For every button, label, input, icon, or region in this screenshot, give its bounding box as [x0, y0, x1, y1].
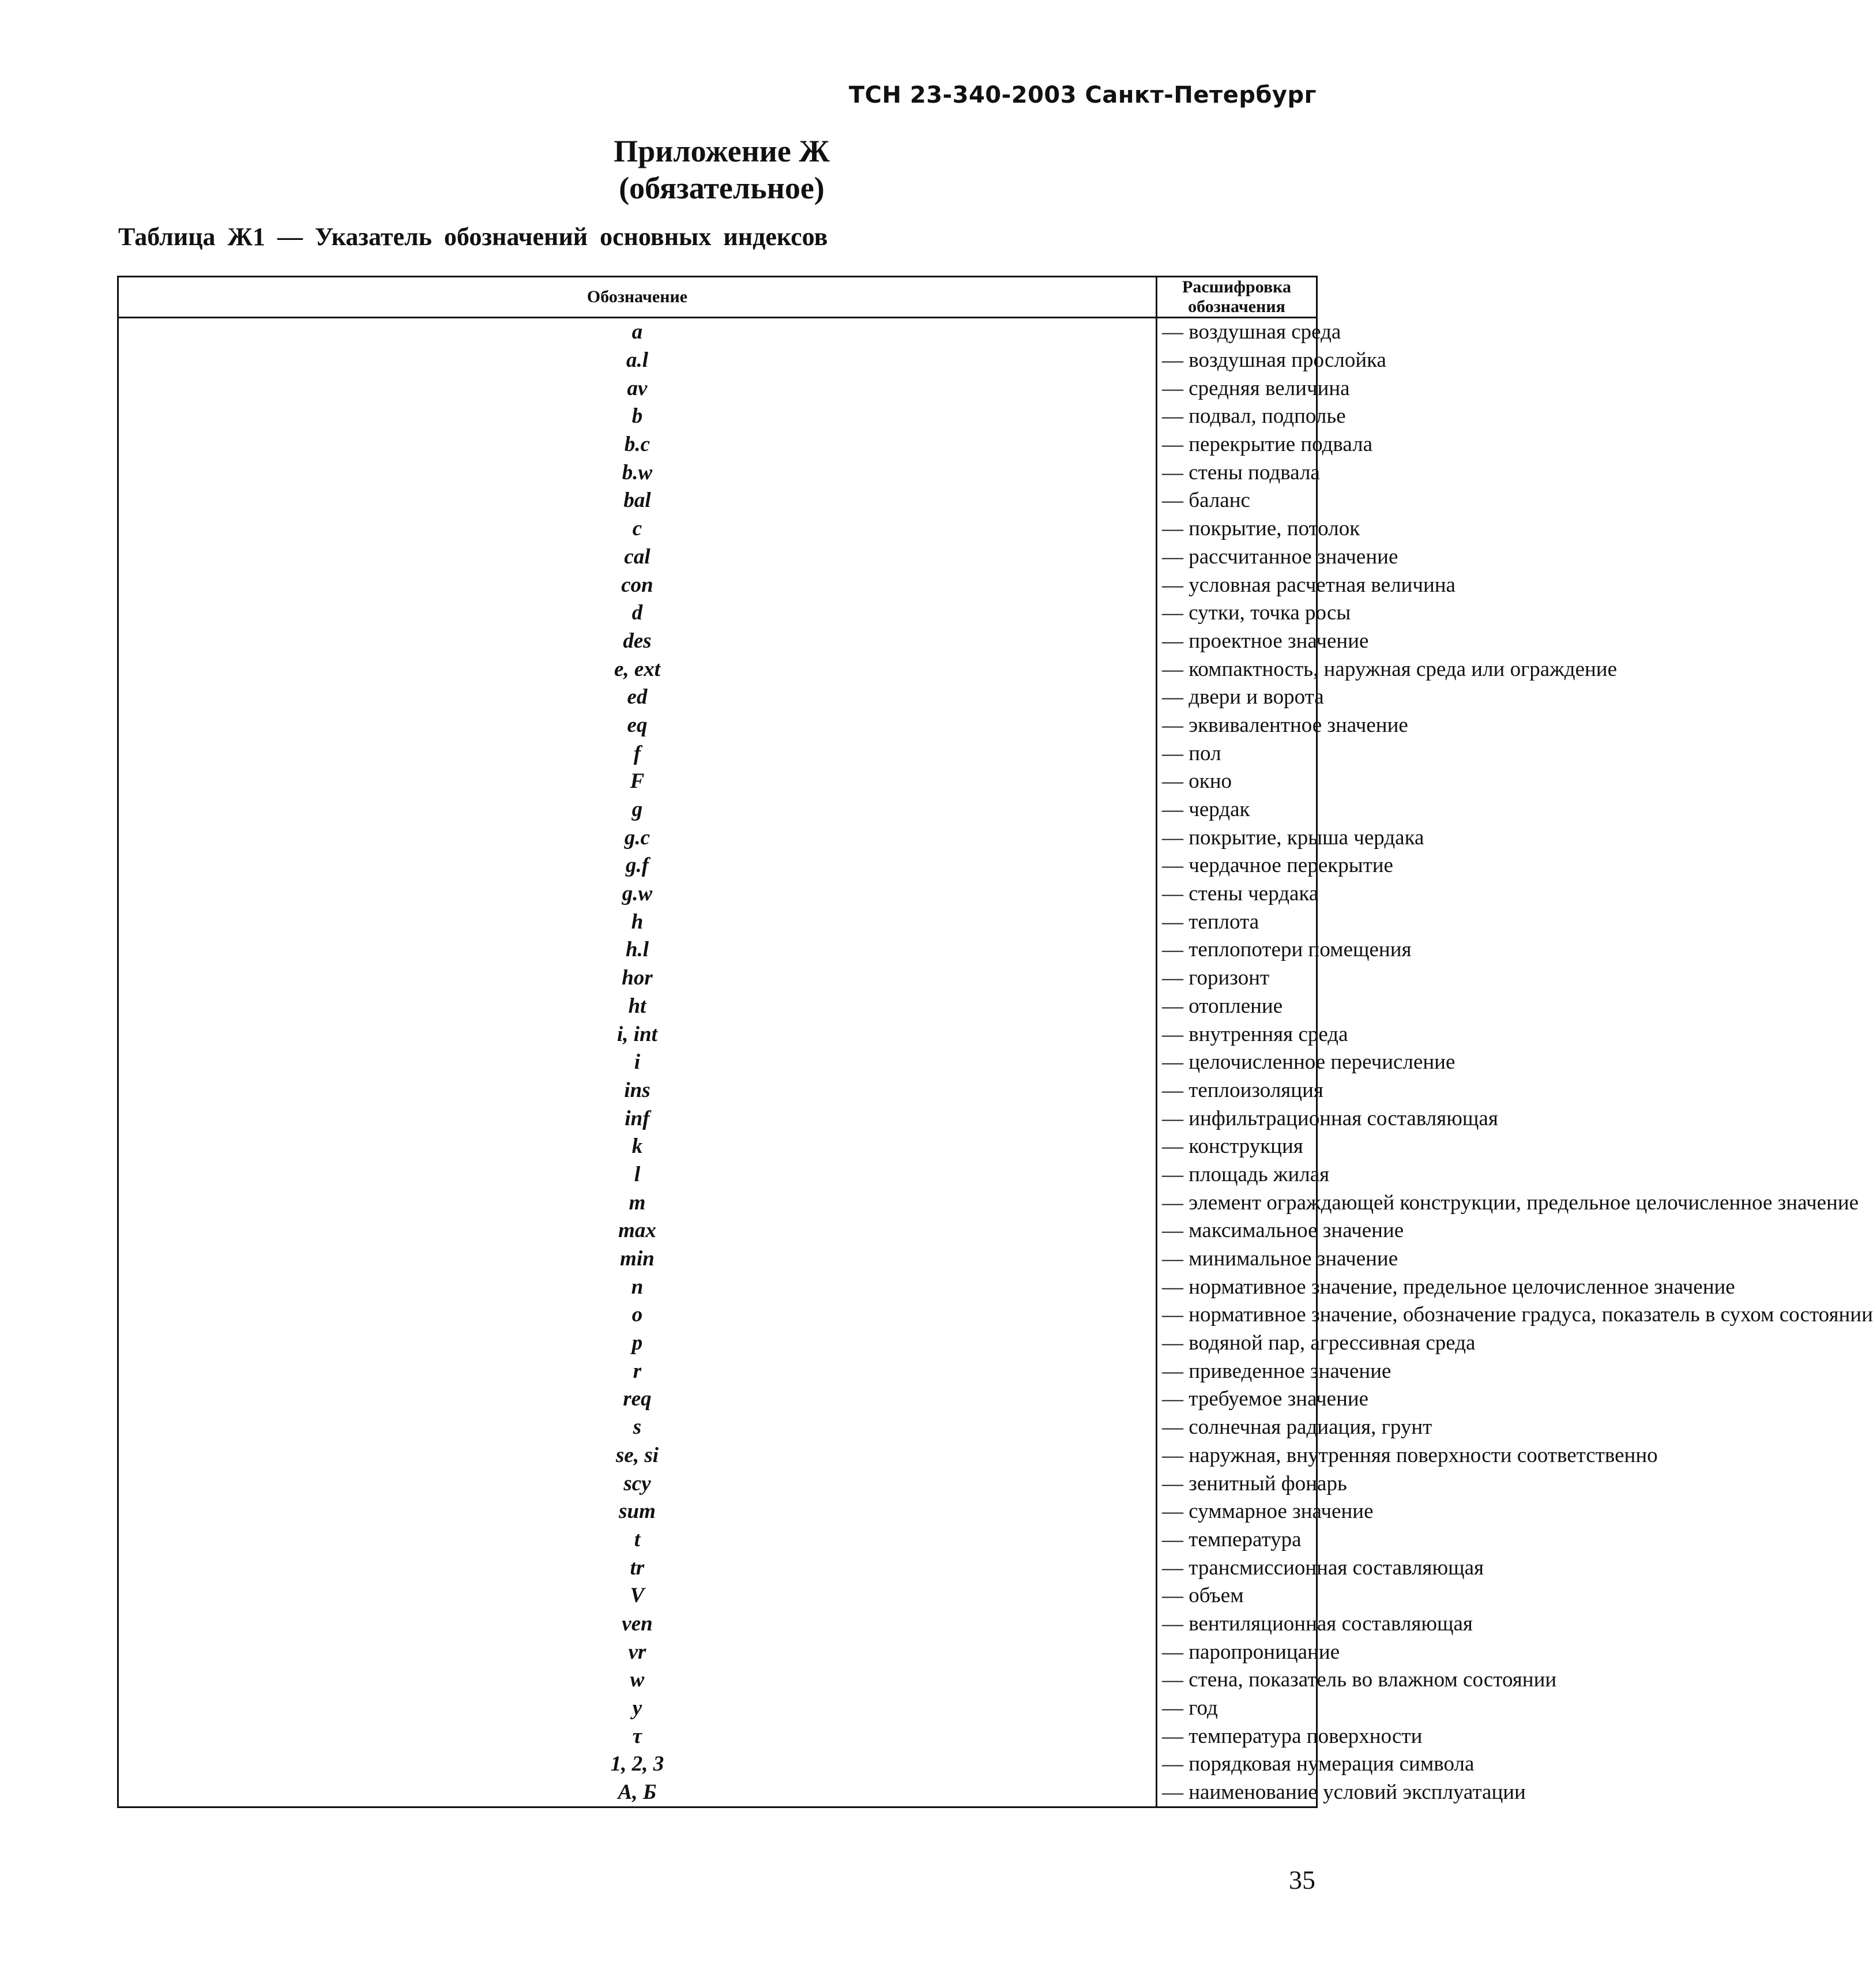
table-row	[118, 431, 1317, 459]
symbol-description: — температура	[1157, 1526, 1317, 1554]
table-row	[118, 655, 1317, 683]
table-row	[118, 1638, 1317, 1666]
symbol-code: h.l	[118, 936, 1157, 964]
table-row	[118, 318, 1317, 347]
table-row	[118, 683, 1317, 712]
symbol-code: g.f	[118, 852, 1157, 880]
symbol-code: s	[118, 1414, 1157, 1442]
symbol-description: — площадь жилая	[1157, 1161, 1317, 1189]
document-header: ТСН 23-340-2003 Санкт-Петербург	[848, 82, 1317, 108]
symbol-description: — двери и ворота	[1157, 683, 1317, 712]
table-row	[118, 571, 1317, 599]
symbol-description: — перекрытие подвала	[1157, 431, 1317, 459]
symbol-description: — сутки, точка росы	[1157, 599, 1317, 627]
symbol-code: g.w	[118, 880, 1157, 908]
symbol-description: — теплопотери помещения	[1157, 936, 1317, 964]
table-row	[118, 487, 1317, 515]
symbol-description: — стены чердака	[1157, 880, 1317, 908]
symbol-description: — конструкция	[1157, 1133, 1317, 1161]
symbol-description: — зенитный фонарь	[1157, 1470, 1317, 1498]
symbol-description: — нормативное значение, обозначение градуса, показатель в сухом состоянии	[1157, 1301, 1317, 1329]
table-row	[118, 739, 1317, 768]
table-row	[118, 543, 1317, 572]
symbol-code: ed	[118, 683, 1157, 712]
symbol-description: — год	[1157, 1694, 1317, 1723]
symbol-code: min	[118, 1245, 1157, 1273]
symbol-code: p	[118, 1329, 1157, 1358]
table-row	[118, 993, 1317, 1021]
table-row	[118, 1301, 1317, 1329]
symbol-description: — чердак	[1157, 796, 1317, 824]
appendix-title-line2: (обязательное)	[619, 171, 825, 205]
table-row	[118, 1189, 1317, 1217]
table-row	[118, 1104, 1317, 1133]
table-body	[118, 318, 1873, 1807]
symbol-description: — средняя величина	[1157, 374, 1317, 403]
symbol-description: — покрытие, крыша чердака	[1157, 824, 1317, 852]
table-row	[118, 712, 1317, 740]
symbol-code: e, ext	[118, 655, 1157, 683]
symbol-code: r	[118, 1357, 1157, 1385]
symbol-description: — эквивалентное значение	[1157, 712, 1317, 740]
table-row	[118, 824, 1317, 852]
symbol-code: hor	[118, 964, 1157, 993]
symbol-code: o	[118, 1301, 1157, 1329]
symbol-description: — водяной пар, агрессивная среда	[1157, 1329, 1317, 1358]
symbol-code: des	[118, 627, 1157, 656]
symbol-code: b.c	[118, 431, 1157, 459]
symbol-code: eq	[118, 712, 1157, 740]
symbol-code: sum	[118, 1498, 1157, 1526]
table-row	[118, 627, 1317, 656]
symbol-code: inf	[118, 1104, 1157, 1133]
symbol-code: n	[118, 1273, 1157, 1301]
table-row	[118, 1414, 1317, 1442]
table-row	[118, 908, 1317, 936]
symbol-description: — трансмиссионная составляющая	[1157, 1554, 1317, 1582]
symbol-description: — воздушная прослойка	[1157, 347, 1317, 375]
table-row	[118, 1329, 1317, 1358]
table-row	[118, 1077, 1317, 1105]
symbol-code: t	[118, 1526, 1157, 1554]
symbol-description: — покрытие, потолок	[1157, 515, 1317, 543]
table-row	[118, 1498, 1317, 1526]
symbol-code: a.l	[118, 347, 1157, 375]
symbol-code: req	[118, 1385, 1157, 1414]
table-row	[118, 1610, 1317, 1638]
symbol-description: — температура поверхности	[1157, 1722, 1317, 1750]
symbol-description: — объем	[1157, 1582, 1317, 1610]
symbol-description: — компактность, наружная среда или ограждение	[1157, 655, 1317, 683]
symbol-description: — пол	[1157, 739, 1317, 768]
symbol-code: i	[118, 1049, 1157, 1077]
symbol-code: А, Б	[118, 1779, 1157, 1807]
symbol-description: — суммарное значение	[1157, 1498, 1317, 1526]
symbol-description: — проектное значение	[1157, 627, 1317, 656]
symbol-code: w	[118, 1666, 1157, 1694]
column-header-description: Расшифровка обозначения	[1157, 277, 1317, 318]
symbol-code: bal	[118, 487, 1157, 515]
symbol-code: V	[118, 1582, 1157, 1610]
symbol-code: i, int	[118, 1020, 1157, 1049]
symbol-code: y	[118, 1694, 1157, 1723]
symbol-description: — целочисленное перечисление	[1157, 1049, 1317, 1077]
table-header-row	[118, 277, 1317, 318]
symbol-code: F	[118, 768, 1157, 796]
table-row	[118, 459, 1317, 487]
table-row	[118, 374, 1317, 403]
symbol-code: g.c	[118, 824, 1157, 852]
symbol-code: con	[118, 571, 1157, 599]
symbol-code: max	[118, 1217, 1157, 1245]
table-row	[118, 1779, 1317, 1807]
symbol-code: vr	[118, 1638, 1157, 1666]
symbol-description: — теплота	[1157, 908, 1317, 936]
symbol-code: h	[118, 908, 1157, 936]
table-row	[118, 852, 1317, 880]
symbol-code: c	[118, 515, 1157, 543]
table-row	[118, 515, 1317, 543]
symbol-description: — требуемое значение	[1157, 1385, 1317, 1414]
symbol-description: — инфильтрационная составляющая	[1157, 1104, 1317, 1133]
appendix-title	[0, 133, 1403, 206]
symbol-code: se, si	[118, 1442, 1157, 1470]
symbol-description: — окно	[1157, 768, 1317, 796]
symbol-description: — вентиляционная составляющая	[1157, 1610, 1317, 1638]
symbol-description: — паропроницание	[1157, 1638, 1317, 1666]
symbols-table-container	[117, 276, 1873, 1808]
symbol-description: — наружная, внутренняя поверхности соответственно	[1157, 1442, 1317, 1470]
symbol-description: — приведенное значение	[1157, 1357, 1317, 1385]
symbol-description: — солнечная радиация, грунт	[1157, 1414, 1317, 1442]
symbol-description: — воздушная среда	[1157, 318, 1317, 347]
symbol-code: b	[118, 403, 1157, 431]
symbol-code: ven	[118, 1610, 1157, 1638]
table-row	[118, 403, 1317, 431]
table-row	[118, 1161, 1317, 1189]
symbol-description: — чердачное перекрытие	[1157, 852, 1317, 880]
symbol-code: g	[118, 796, 1157, 824]
table-caption: Таблица Ж1 — Указатель обозначений основных индексов	[118, 223, 828, 251]
symbol-code: d	[118, 599, 1157, 627]
table-row	[118, 1666, 1317, 1694]
symbol-description: — внутренняя среда	[1157, 1020, 1317, 1049]
symbol-description: — баланс	[1157, 487, 1317, 515]
table-row	[118, 1217, 1317, 1245]
symbol-description: — наименование условий эксплуатации	[1157, 1779, 1317, 1807]
appendix-title-line1: Приложение Ж	[614, 134, 830, 168]
table-row	[118, 1273, 1317, 1301]
table-row	[118, 964, 1317, 993]
symbol-code: k	[118, 1133, 1157, 1161]
table-row	[118, 347, 1317, 375]
page-number: 35	[1289, 1865, 1315, 1895]
table-row	[118, 1554, 1317, 1582]
table-row	[118, 796, 1317, 824]
table-row	[118, 1049, 1317, 1077]
table-row	[118, 1526, 1317, 1554]
symbol-code: a	[118, 318, 1157, 347]
symbol-description: — максимальное значение	[1157, 1217, 1317, 1245]
table-row	[118, 1385, 1317, 1414]
symbol-code: τ	[118, 1722, 1157, 1750]
symbol-code: f	[118, 739, 1157, 768]
symbol-code: tr	[118, 1554, 1157, 1582]
table-row	[118, 1470, 1317, 1498]
symbol-code: l	[118, 1161, 1157, 1189]
table-row	[118, 1245, 1317, 1273]
symbol-description: — нормативное значение, предельное целочисленное значение	[1157, 1273, 1317, 1301]
column-header-code: Обозначение	[118, 277, 1157, 318]
symbol-description: — условная расчетная величина	[1157, 571, 1317, 599]
table-row	[118, 880, 1317, 908]
table-row	[118, 1750, 1317, 1779]
table-row	[118, 1582, 1317, 1610]
symbol-code: ht	[118, 993, 1157, 1021]
symbol-description: — стены подвала	[1157, 459, 1317, 487]
symbol-description: — порядковая нумерация символа	[1157, 1750, 1317, 1779]
symbol-code: 1, 2, 3	[118, 1750, 1157, 1779]
symbol-description: — горизонт	[1157, 964, 1317, 993]
symbol-description: — стена, показатель во влажном состоянии	[1157, 1666, 1317, 1694]
symbol-description: — теплоизоляция	[1157, 1077, 1317, 1105]
symbol-code: av	[118, 374, 1157, 403]
symbol-code: cal	[118, 543, 1157, 572]
table-row	[118, 1357, 1317, 1385]
symbol-code: m	[118, 1189, 1157, 1217]
symbol-description: — подвал, подполье	[1157, 403, 1317, 431]
symbol-code: b.w	[118, 459, 1157, 487]
symbol-description: — рассчитанное значение	[1157, 543, 1317, 572]
table-row	[118, 1694, 1317, 1723]
symbol-description: — минимальное значение	[1157, 1245, 1317, 1273]
table-row	[118, 1722, 1317, 1750]
table-row	[118, 599, 1317, 627]
symbol-description: — элемент ограждающей конструкции, предельное целочисленное значение	[1157, 1189, 1317, 1217]
table-row	[118, 1133, 1317, 1161]
table-row	[118, 1442, 1317, 1470]
table-row	[118, 768, 1317, 796]
symbol-code: scy	[118, 1470, 1157, 1498]
table-row	[118, 1020, 1317, 1049]
symbol-description: — отопление	[1157, 993, 1317, 1021]
symbols-table	[117, 276, 1873, 1808]
symbol-code: ins	[118, 1077, 1157, 1105]
table-row	[118, 936, 1317, 964]
